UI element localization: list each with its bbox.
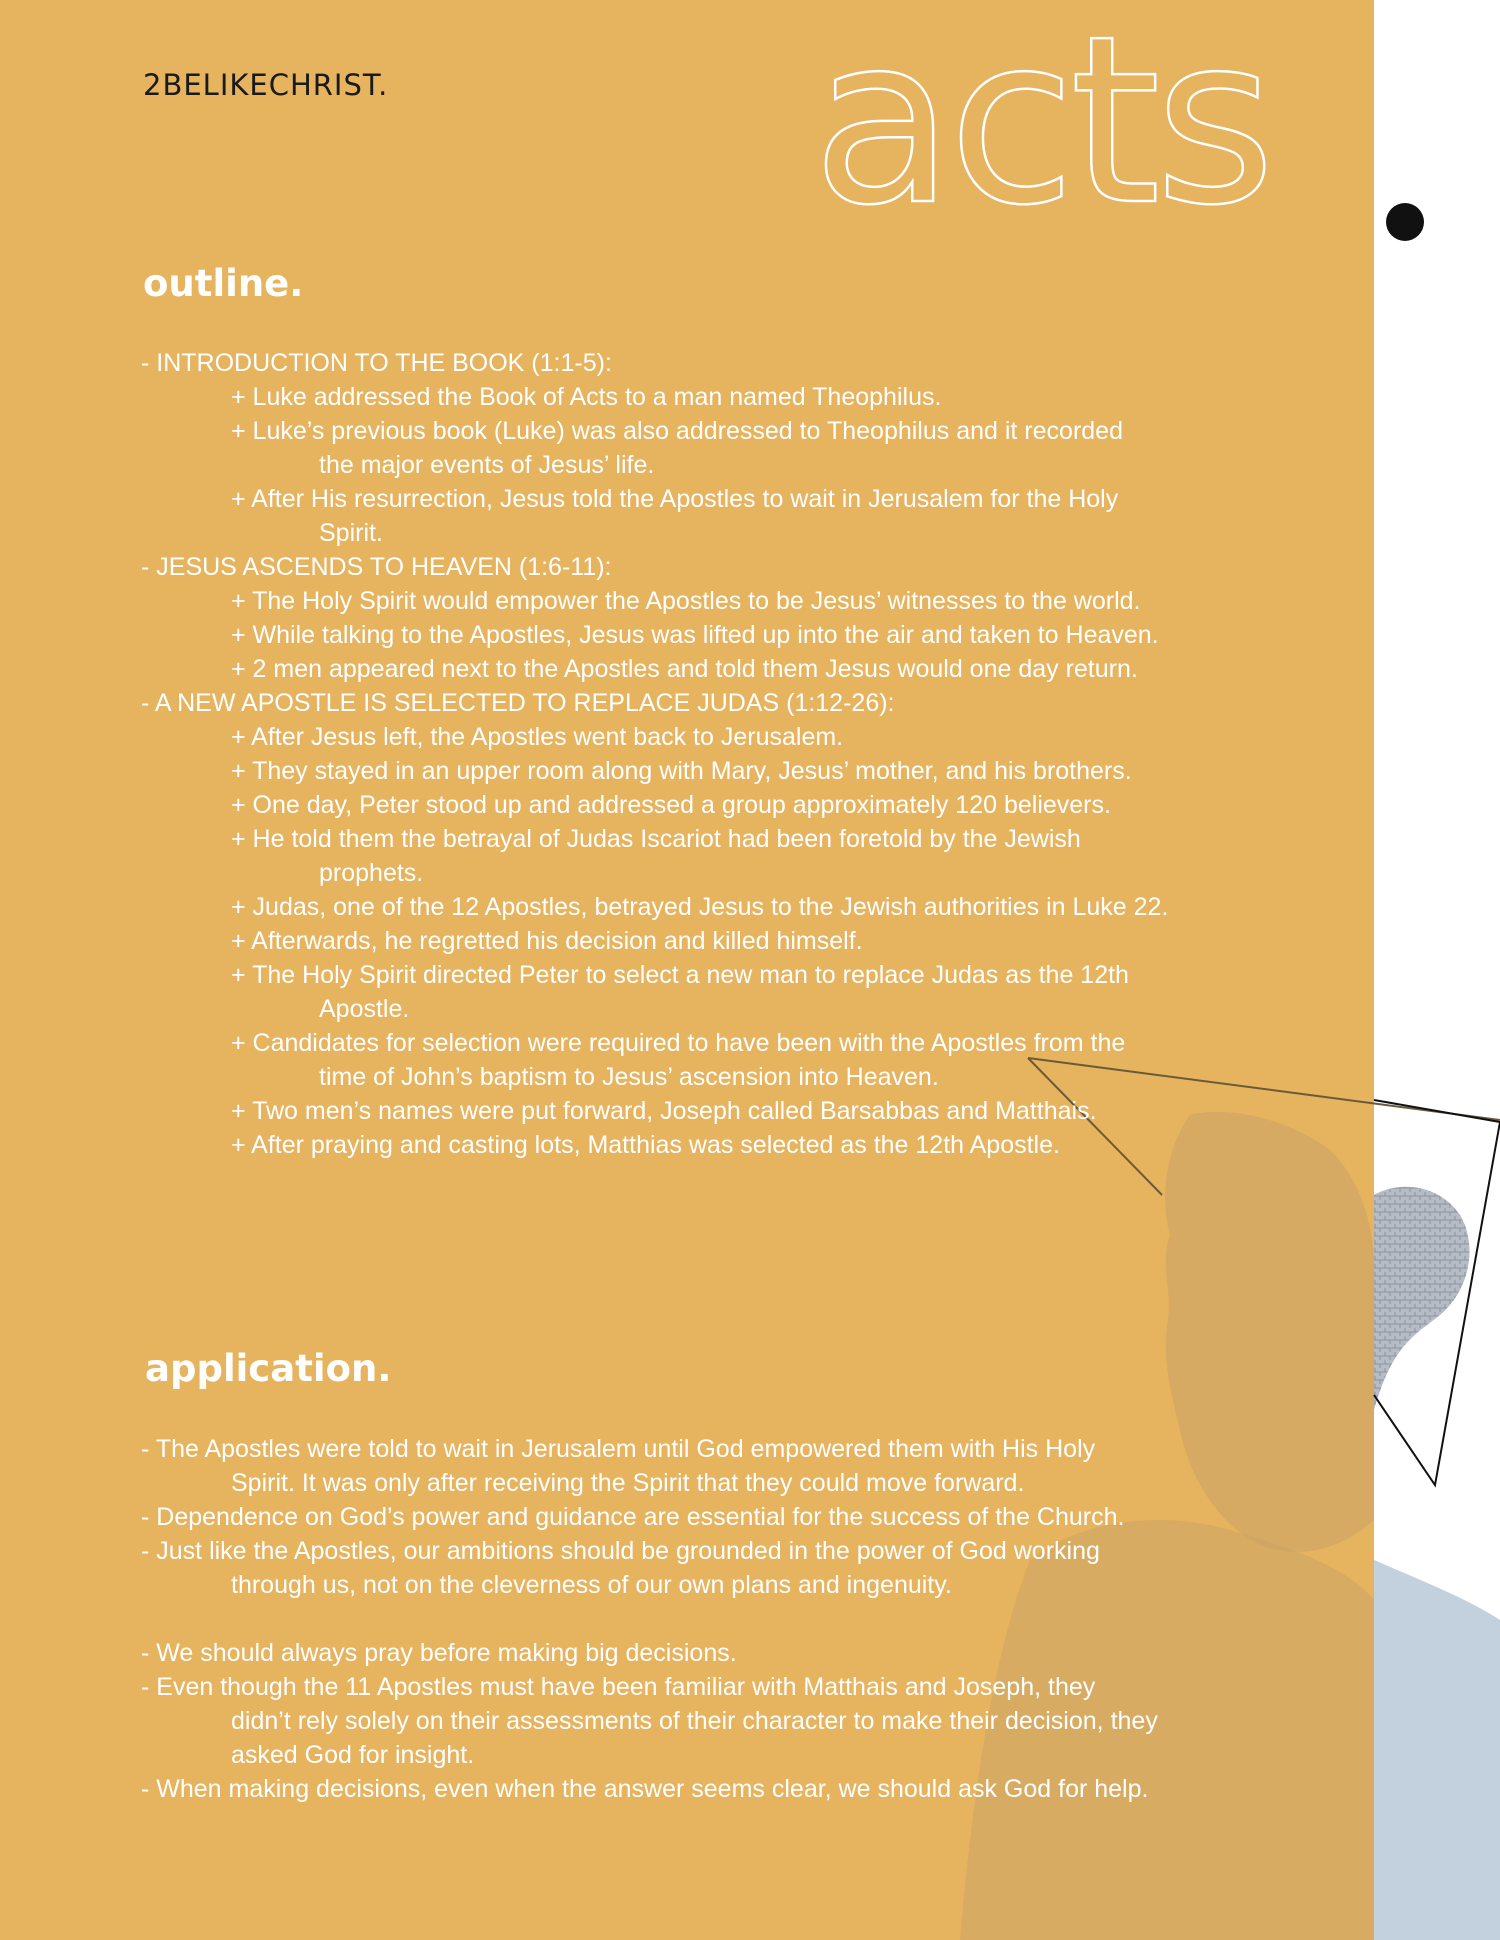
outline-list (141, 346, 1168, 1162)
outline-line: - A NEW APOSTLE IS SELECTED TO REPLACE JUDAS (1:12-26): (141, 689, 895, 717)
outline-line: + Luke addressed the Book of Acts to a man named Theophilus. (231, 383, 942, 411)
outline-line: + The Holy Spirit would empower the Apostles to be Jesus’ witnesses to the world. (231, 587, 1141, 615)
outline-line: + The Holy Spirit directed Peter to select a new man to replace Judas as the 12th (231, 961, 1129, 989)
application-gap (141, 1602, 1158, 1636)
outline-line: + One day, Peter stood up and addressed a group approximately 120 believers. (231, 791, 1111, 819)
outline-line: + Luke’s previous book (Luke) was also addressed to Theophilus and it recorded (231, 417, 1123, 445)
outline-line: + He told them the betrayal of Judas Iscariot had been foretold by the Jewish (231, 825, 1081, 853)
outline-line: Spirit. (319, 519, 383, 547)
application-line: Spirit. It was only after receiving the Spirit that they could move forward. (231, 1469, 1025, 1497)
application-line: - The Apostles were told to wait in Jerusalem until God empowered them with His Holy (141, 1435, 1096, 1463)
application-line: - Even though the 11 Apostles must have been familiar with Matthais and Joseph, they (141, 1673, 1096, 1701)
outline-line: + While talking to the Apostles, Jesus was lifted up into the air and taken to Heaven. (231, 621, 1159, 649)
outline-line: + 2 men appeared next to the Apostles and told them Jesus would one day return. (231, 655, 1138, 683)
application-list (141, 1432, 1158, 1806)
application-line: asked God for insight. (231, 1741, 475, 1769)
outline-line: + They stayed in an upper room along with Mary, Jesus’ mother, and his brothers. (231, 757, 1132, 785)
outline-line: + After His resurrection, Jesus told the Apostles to wait in Jerusalem for the Holy (231, 485, 1119, 513)
title-dot (1386, 203, 1424, 241)
application-line: - Dependence on God’s power and guidance are essential for the success of the Church. (141, 1503, 1125, 1531)
outline-line: + Afterwards, he regretted his decision and killed himself. (231, 927, 863, 955)
outline-line: time of John’s baptism to Jesus’ ascension into Heaven. (319, 1063, 939, 1091)
application-heading: application. (145, 1347, 392, 1390)
brand-logo: 2BELIKECHRIST. (143, 68, 389, 102)
outline-line: + Judas, one of the 12 Apostles, betrayed Jesus to the Jewish authorities in Luke 22. (231, 893, 1169, 921)
outline-line: - JESUS ASCENDS TO HEAVEN (1:6-11): (141, 553, 612, 581)
application-line: - When making decisions, even when the answer seems clear, we should ask God for help. (141, 1775, 1149, 1803)
book-title: acts (812, 0, 1270, 256)
statue-drape-right (1374, 1560, 1500, 1940)
application-line: - Just like the Apostles, our ambitions should be grounded in the power of God working (141, 1537, 1100, 1565)
application-line: - We should always pray before making big decisions. (141, 1639, 737, 1667)
outline-line: the major events of Jesus’ life. (319, 451, 655, 479)
application-line: through us, not on the cleverness of our own plans and ingenuity. (231, 1571, 952, 1599)
outline-line: + Candidates for selection were required to have been with the Apostles from the (231, 1029, 1126, 1057)
outline-line: prophets. (319, 859, 424, 887)
outline-line: + After Jesus left, the Apostles went back to Jerusalem. (231, 723, 844, 751)
outline-line: Apostle. (319, 995, 410, 1023)
statue-head (1165, 1112, 1374, 1552)
outline-line: - INTRODUCTION TO THE BOOK (1:1-5): (141, 349, 612, 377)
outline-line: + Two men’s names were put forward, Joseph called Barsabbas and Matthais. (231, 1097, 1097, 1125)
outline-heading: outline. (143, 262, 304, 305)
outline-line: + After praying and casting lots, Matthias was selected as the 12th Apostle. (231, 1131, 1060, 1159)
application-line: didn’t rely solely on their assessments of their character to make their decision, they (231, 1707, 1158, 1735)
